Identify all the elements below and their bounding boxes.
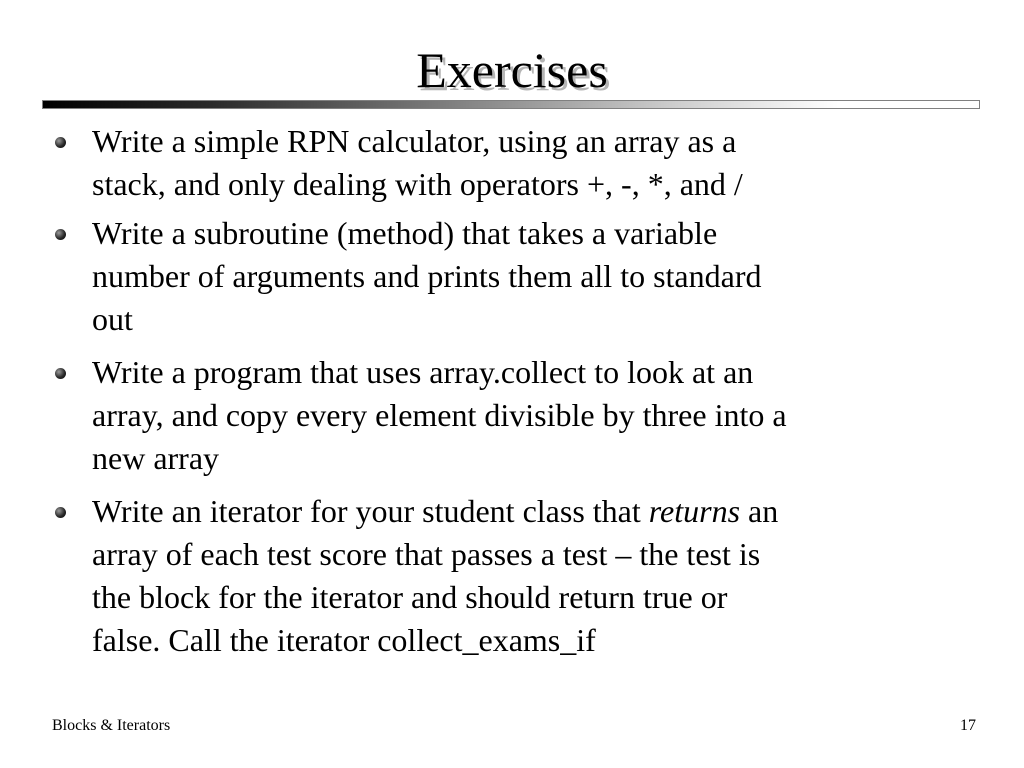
bullet-line bbox=[92, 490, 972, 533]
bullet-line: new array bbox=[92, 440, 220, 476]
bullet-line: false. Call the iterator collect_exams_if bbox=[92, 622, 596, 658]
footer-title: Blocks & Iterators bbox=[52, 717, 171, 734]
slide-title: Exercises bbox=[416, 42, 608, 98]
bullet-line: the block for the iterator and should return true or bbox=[92, 579, 728, 615]
bullet-line: array of each test score that passes a test – the test is bbox=[92, 536, 761, 572]
bullet-dot-icon bbox=[55, 368, 66, 379]
page-number: 17 bbox=[960, 717, 976, 734]
bullet-text: an bbox=[740, 493, 779, 529]
bullet-item-student-iterator bbox=[92, 490, 972, 662]
bullet-line: out bbox=[92, 301, 133, 337]
emphasized-word: returns bbox=[648, 493, 741, 529]
bullet-line: Write a program that uses array.collect to look at an bbox=[92, 354, 754, 390]
bullet-dot-icon bbox=[55, 229, 66, 240]
bullet-dot-icon bbox=[55, 507, 66, 518]
bullet-line: number of arguments and prints them all to standard bbox=[92, 258, 762, 294]
bullet-line: array, and copy every element divisible by three into a bbox=[92, 397, 787, 433]
bullet-item-array-collect bbox=[92, 351, 972, 480]
bullet-line: Write a simple RPN calculator, using an array as a bbox=[92, 123, 737, 159]
bullet-item-rpn-calculator bbox=[92, 120, 972, 206]
bullet-line: Write a subroutine (method) that takes a variable bbox=[92, 215, 718, 251]
bullet-text: Write an iterator for your student class that bbox=[92, 493, 649, 529]
bullet-item-variable-arguments bbox=[92, 212, 972, 341]
bullet-line: stack, and only dealing with operators +, -, *, and / bbox=[92, 166, 743, 202]
bullet-dot-icon bbox=[55, 137, 66, 148]
